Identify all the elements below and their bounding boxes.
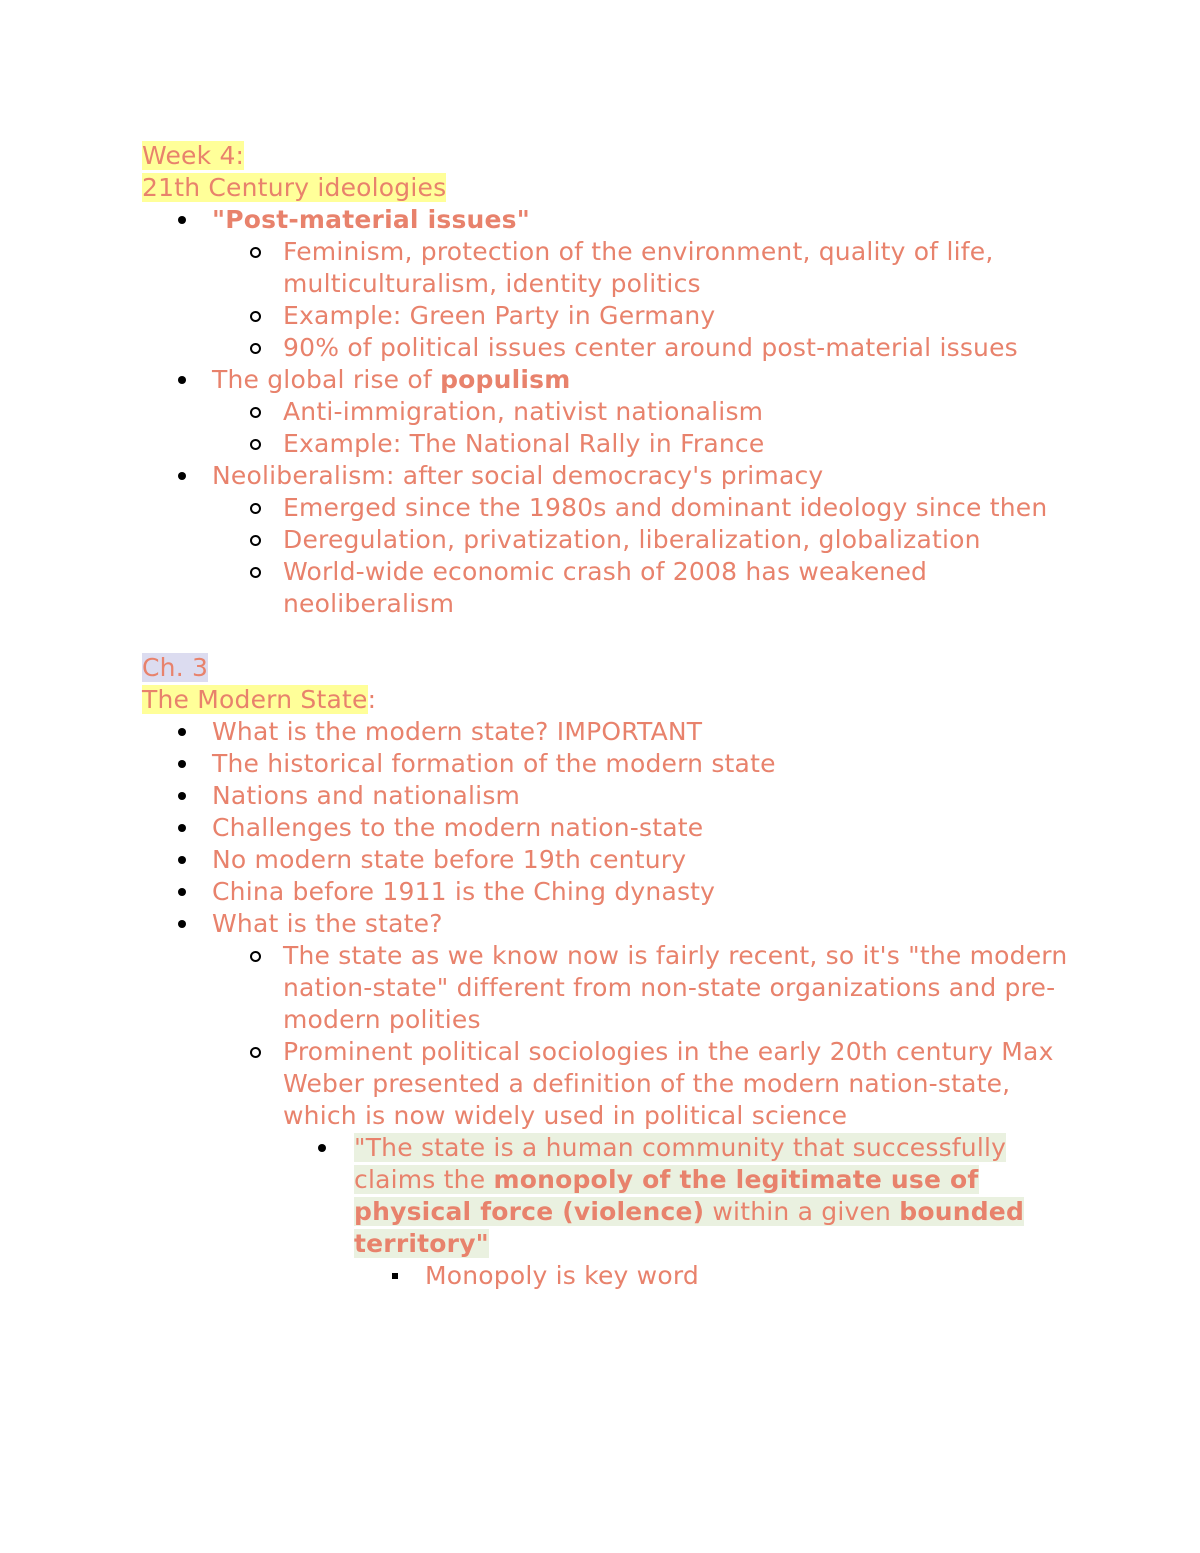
list-item-text: Challenges to the modern nation-state — [212, 813, 704, 842]
bullet-dot-icon — [172, 876, 192, 908]
bullet-ring-icon — [245, 940, 265, 972]
list-item-text: Feminism, protection of the environment, quality of life, multiculturalism, identity politics — [283, 237, 994, 298]
title-suffix: : — [367, 685, 377, 714]
list-item-text: What is the state? — [212, 909, 443, 938]
chapter-heading — [142, 652, 1072, 684]
list-item-text: "Post-material issues" — [212, 205, 530, 234]
list-item — [142, 716, 1072, 748]
list-item — [142, 812, 1072, 844]
list-item — [142, 332, 1072, 364]
bullet-ring-icon — [245, 1036, 265, 1068]
list-item-text: World-wide economic crash of 2008 has weakened neoliberalism — [283, 557, 928, 618]
list-item — [142, 1132, 1072, 1260]
bullet-dot-icon — [172, 748, 192, 780]
list-item — [142, 300, 1072, 332]
list-item — [142, 908, 1072, 940]
quote-text: "The state is a human community that successfully claims the monopoly of the legitimate use of physical force (violence) within a given bounded territory" — [354, 1133, 1025, 1258]
list-item-text: What is the modern state? IMPORTANT — [212, 717, 703, 746]
week-heading — [142, 140, 1072, 172]
bullet-dot-icon — [172, 780, 192, 812]
bullet-ring-icon — [245, 524, 265, 556]
bullet-ring-icon — [245, 556, 265, 588]
section-title-text: The Modern State — [142, 685, 368, 714]
list-item — [142, 780, 1072, 812]
list-item — [142, 748, 1072, 780]
bullet-ring-icon — [245, 300, 265, 332]
list-item-text: The global rise of populism — [212, 365, 571, 394]
list-item — [142, 364, 1072, 396]
list-item-text: Monopoly is key word — [425, 1261, 699, 1290]
list-item — [142, 396, 1072, 428]
section-title — [142, 172, 1072, 204]
bullet-ring-icon — [245, 492, 265, 524]
chapter-label: Ch. 3 — [142, 653, 209, 682]
bullet-dot-icon — [172, 204, 192, 236]
list-item-text: The historical formation of the modern state — [212, 749, 776, 778]
list-item — [142, 940, 1072, 1036]
bullet-dot-icon — [172, 812, 192, 844]
list-item — [142, 236, 1072, 300]
list-item-text: Emerged since the 1980s and dominant ideology since then — [283, 493, 1048, 522]
list-item-text: Prominent political sociologies in the early 20th century Max Weber presented a definition of the modern nation-state, which is now widely used in political science — [283, 1037, 1054, 1130]
bullet-dot-icon — [172, 364, 192, 396]
bullet-dot-icon — [172, 716, 192, 748]
list-item-text: Example: The National Rally in France — [283, 429, 765, 458]
list-item-text: 90% of political issues center around post-material issues — [283, 333, 1018, 362]
bullet-ring-icon — [245, 236, 265, 268]
bullet-square-icon — [385, 1260, 405, 1292]
list-item-text: China before 1911 is the Ching dynasty — [212, 877, 716, 906]
list-item — [142, 1036, 1072, 1132]
bullet-dot-icon — [172, 844, 192, 876]
list-item-text: No modern state before 19th century — [212, 845, 687, 874]
bullet-ring-icon — [245, 396, 265, 428]
bold-term: monopoly of the legitimate use of physical force (violence) — [354, 1165, 979, 1226]
bullet-dot-icon — [312, 1132, 332, 1164]
bullet-ring-icon — [245, 332, 265, 364]
list-item-text: Example: Green Party in Germany — [283, 301, 716, 330]
section-spacer — [142, 620, 1072, 652]
list-item — [142, 844, 1072, 876]
bullet-ring-icon — [245, 428, 265, 460]
list-item — [142, 428, 1072, 460]
list-item — [142, 460, 1072, 492]
list-item — [142, 1260, 1072, 1292]
list-item-text: Neoliberalism: after social democracy's primacy — [212, 461, 824, 490]
bullet-dot-icon — [172, 908, 192, 940]
list-item — [142, 492, 1072, 524]
bold-term: populism — [440, 365, 571, 394]
section-title — [142, 684, 1072, 716]
list-item-text: The state as we know now is fairly recent, so it's "the modern nation-state" different from non-state organizations and pre-modern polities — [283, 941, 1068, 1034]
bullet-dot-icon — [172, 460, 192, 492]
section-title-text: 21th Century ideologies — [142, 173, 447, 202]
bold-term: bounded territory" — [354, 1197, 1025, 1258]
list-item — [142, 556, 1072, 620]
week-label: Week 4: — [142, 141, 245, 170]
notes-body — [142, 140, 1072, 1292]
list-item — [142, 204, 1072, 236]
list-item-text: Anti-immigration, nativist nationalism — [283, 397, 764, 426]
list-item-text: Nations and nationalism — [212, 781, 521, 810]
list-item — [142, 876, 1072, 908]
list-item-text: Deregulation, privatization, liberalization, globalization — [283, 525, 981, 554]
list-item — [142, 524, 1072, 556]
